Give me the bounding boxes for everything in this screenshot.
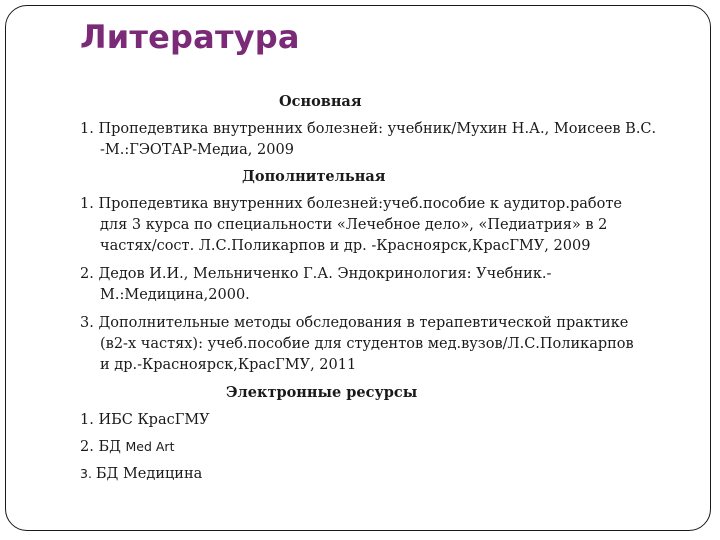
additional-item-1-line-3: частях/сост. Л.С.Поликарпов и др. -Красноярск,КрасГМУ, 2009 bbox=[100, 238, 591, 254]
additional-item-2-line-2: М.:Медицина,2000. bbox=[100, 287, 250, 303]
electronic-item-1: 1. ИБС КрасГМУ bbox=[80, 412, 210, 428]
additional-item-3-line-2: (в2-х частях): учеб.пособие для студентов мед.вузов/Л.С.Поликарпов bbox=[100, 336, 634, 352]
heading-electronic: Электронные ресурсы bbox=[226, 384, 418, 401]
additional-item-1-line-1: 1. Пропедевтика внутренних болезней:учеб.пособие к аудитор.работе bbox=[80, 196, 622, 212]
main-item-1-line-1: 1. Пропедевтика внутренних болезней: учебник/Мухин Н.А., Моисеев В.С. bbox=[80, 121, 657, 137]
additional-item-3-line-1: 3. Дополнительные методы обследования в терапевтической практике bbox=[80, 315, 629, 331]
electronic-item-2 bbox=[80, 436, 174, 458]
electronic-item-3 bbox=[80, 463, 202, 485]
additional-item-2-line-1: 2. Дедов И.И., Мельниченко Г.А. Эндокринология: Учебник.- bbox=[80, 266, 552, 282]
slide-title: Литература bbox=[80, 18, 300, 56]
electronic-item-3-name: БД Медицина bbox=[95, 466, 203, 482]
heading-main: Основная bbox=[279, 93, 362, 110]
main-item-1-line-2: -М.:ГЭОТАР-Медиа, 2009 bbox=[100, 142, 294, 158]
heading-additional: Дополнительная bbox=[242, 168, 386, 185]
additional-item-3-line-3: и др.-Красноярск,КрасГМУ, 2011 bbox=[100, 357, 357, 373]
additional-item-1-line-2: для 3 курса по специальности «Лечебное дело», «Педиатрия» в 2 bbox=[100, 217, 608, 233]
electronic-item-2-name: Med Art bbox=[125, 439, 175, 454]
electronic-item-2-prefix: 2. БД bbox=[80, 439, 126, 455]
electronic-item-3-prefix: 3. bbox=[80, 466, 96, 481]
